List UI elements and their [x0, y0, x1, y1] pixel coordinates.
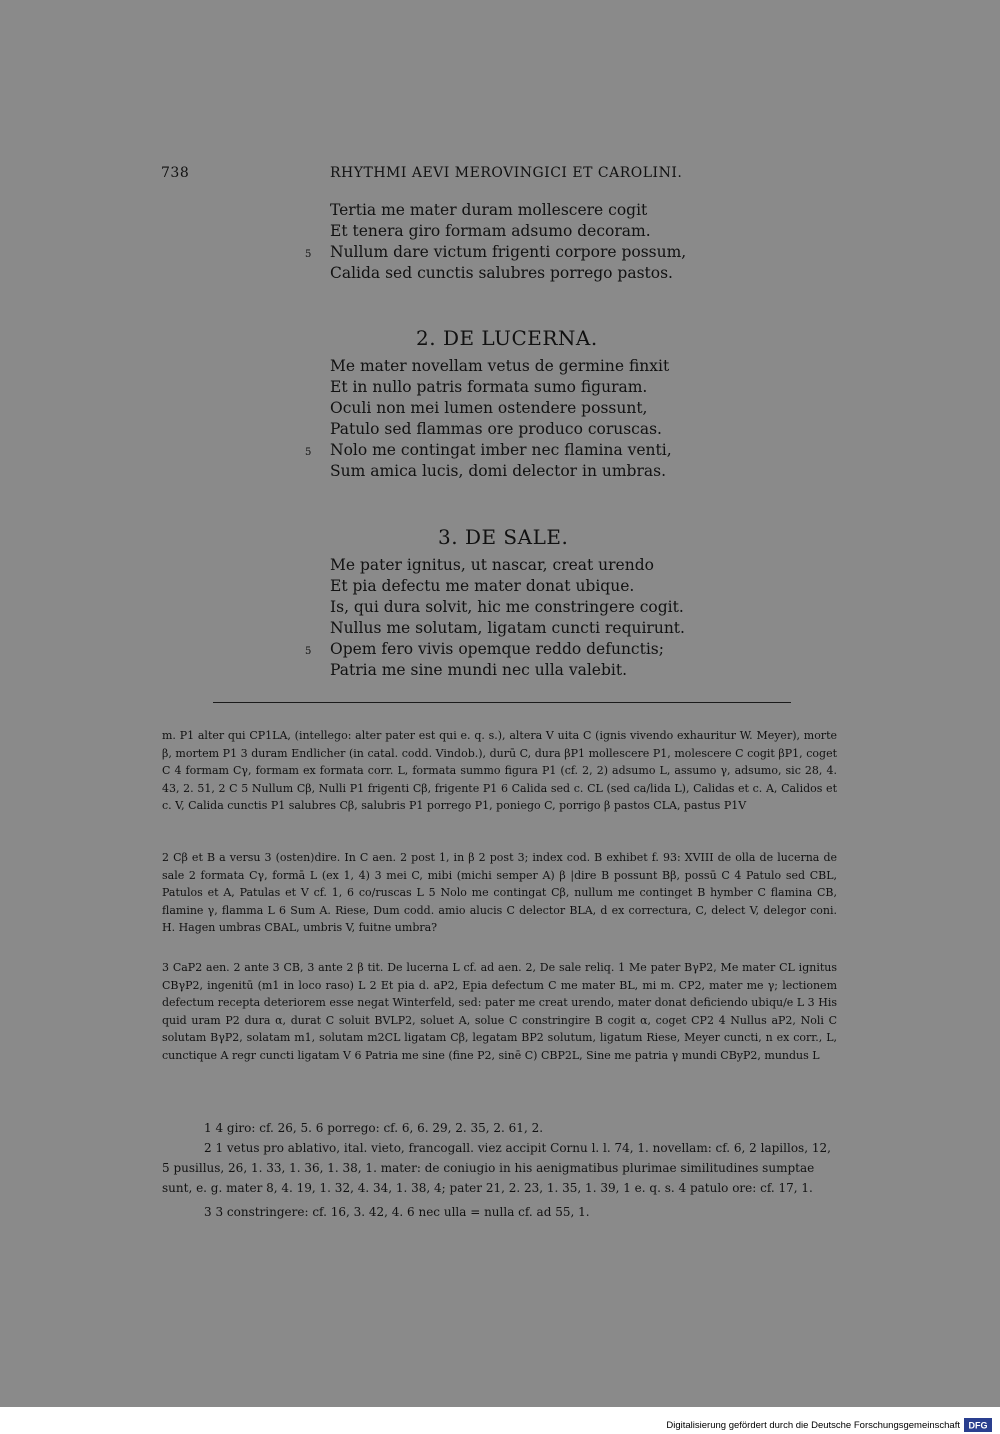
- verse-line: [330, 555, 685, 576]
- verse-line: [330, 221, 686, 242]
- commentary-notes: [162, 1118, 837, 1222]
- verse-line: [330, 461, 672, 482]
- verse-text: Tertia me mater duram mollescere cogit: [330, 201, 648, 219]
- section-heading-lucerna: 2. DE LUCERNA.: [416, 326, 598, 350]
- line-number: 5: [305, 646, 312, 657]
- section-heading-sale: 3. DE SALE.: [438, 525, 569, 549]
- verse-line: [305, 440, 672, 461]
- verse-line: [330, 398, 672, 419]
- verse-line: [330, 356, 672, 377]
- apparatus-paragraph: m. P1 alter qui CP1LA, (intellego: alter pater est qui e. q. s.), altera V uita C (ignis vivendo exhauritur W. Meyer), morte β, mortem P1 3 duram Endlicher (in catal. codd. Vindob.), durū C, dura βP1 mollescere P1, molescere C cogit βP1, coget C 4 formam Cγ, formam ex formata corr. L, formata summo figura P1 (cf. 2, 2) adsumo L, assumo γ, adsumo, sic 28, 4. 43, 2. 51, 2 C 5 Nullum Cβ, Nulli P1 frigenti Cβ, frigente P1 6 Calida sed c. CL (sed ca/lida L), Calidas et c. A, Calidos et c. V, Calida cunctis P1 salubres Cβ, salubris P1 porrego P1, poniego C, porrigo β pastos CLA, pastus P1V: [162, 729, 837, 813]
- commentary-note: 1 4 giro: cf. 26, 5. 6 porrego: cf. 6, 6. 29, 2. 35, 2. 61, 2.: [204, 1121, 544, 1135]
- line-number: 5: [305, 447, 312, 458]
- verse-line: [330, 419, 672, 440]
- dfg-logo-text: DFG: [968, 1420, 988, 1431]
- poem-2-lines: [305, 356, 672, 482]
- verse-text: Opem fero vivis opemque reddo defunctis;: [330, 640, 664, 658]
- critical-apparatus-poem-2: [162, 849, 837, 937]
- apparatus-paragraph: 3 CaP2 aen. 2 ante 3 CB, 3 ante 2 β tit. De lucerna L cf. ad aen. 2, De sale reliq. 1 Me pater BγP2, Me mater CL ignitus CBγP2, ingenitū (m1 in loco raso) L 2 Et pia d. aP2, Epia defectum C me mater BL, mi m. CP2, mater me γ; lectionem defectum recepta deteriorem esse negat Winterfeld, sed: pater me creat urendo, mater donat deficiendo ubiqu/e L 3 His quid uram P2 dura α, durat C soluit BVLP2, soluet A, solue C constringire B cogit α, coget CP2 4 Nullus aP2, Noli C solutam BγP2, solatam m1, solutam m2CL ligatam Cβ, legatam BP2 solutum, ligatum Riese, Meyer cuncti, n ex corr., L, cunctique A regr cuncti ligatam V 6 Patria me sine (fine P2, sinē C) CBP2L, Sine me patria γ mundi CByP2, mundus L: [162, 961, 837, 1062]
- verse-line: [330, 660, 685, 681]
- verse-text: Patria me sine mundi nec ulla valebit.: [330, 661, 627, 679]
- verse-text: Sum amica lucis, domi delector in umbras.: [330, 462, 666, 480]
- verse-text: Et pia defectu me mater donat ubique.: [330, 577, 635, 595]
- verse-text: Et tenera giro formam adsumo decoram.: [330, 222, 651, 240]
- verse-text: Nullus me solutam, ligatam cuncti requirunt.: [330, 619, 685, 637]
- verse-text: Is, qui dura solvit, hic me constringere cogit.: [330, 598, 684, 616]
- commentary-note: 2 1 vetus pro ablativo, ital. vieto, francogall. viez accipit Cornu l. l. 74, 1. novellam: cf. 6, 2 lapillos, 12, 5 pusillus, 26, 1. 33, 1. 36, 1. 38, 1. mater: de coniugio in his aenigmatibus plurimae similitudines sumptae sunt, e. g. mater 8, 4. 19, 1. 32, 4. 34, 1. 38, 4; pater 21, 2. 23, 1. 35, 1. 39, 1 e. q. s. 4 patulo ore: cf. 17, 1.: [162, 1141, 831, 1195]
- critical-apparatus-poem-1: [162, 727, 837, 815]
- page-number: 738: [161, 165, 190, 181]
- dfg-logo-icon: [964, 1418, 992, 1432]
- footnote-divider: [213, 702, 791, 703]
- verse-text: Nolo me contingat imber nec flamina venti,: [330, 441, 672, 459]
- verse-line: [305, 639, 685, 660]
- critical-apparatus-poem-3: [162, 959, 837, 1065]
- verse-text: Et in nullo patris formata sumo figuram.: [330, 378, 648, 396]
- verse-line: [330, 377, 672, 398]
- verse-line: [305, 242, 687, 263]
- verse-line: [330, 597, 685, 618]
- commentary-note: 3 3 constringere: cf. 16, 3. 42, 4. 6 nec ulla = nulla cf. ad 55, 1.: [204, 1205, 590, 1219]
- apparatus-paragraph: 2 Cβ et B a versu 3 (osten)dire. In C aen. 2 post 1, in β 2 post 3; index cod. B exhibet f. 93: XVIII de olla de lucerna de sale 2 formata Cγ, formā L (ex 1, 4) 3 mei C, mibi (michi semper A) β |dire B possunt Bβ, possū C 4 Patulo sed CBL, Patulos et A, Patulas et V cf. 1, 6 co/ruscas L 5 Nolo me contingat Cβ, nullum me continget B hymber C flamina CB, flamine γ, flamma L 6 Sum A. Riese, Dum codd. amio alucis C delector BLA, d ex correctura, C, delect V, delegor coni. H. Hagen umbras CBAL, umbris V, fuitne umbra?: [162, 851, 837, 935]
- poem-3-lines: [305, 555, 685, 681]
- footer-bar: [0, 1407, 1000, 1434]
- verse-text: Nullum dare victum frigenti corpore possum,: [330, 243, 687, 261]
- funding-credit: Digitalisierung gefördert durch die Deutsche Forschungsgemeinschaft: [666, 1420, 960, 1431]
- verse-text: Calida sed cunctis salubres porrego pastos.: [330, 264, 673, 282]
- verse-line: [330, 263, 686, 284]
- verse-line: [330, 576, 685, 597]
- line-number: 5: [305, 249, 312, 260]
- verse-text: Patulo sed flammas ore produco coruscas.: [330, 420, 662, 438]
- running-head: RHYTHMI AEVI MEROVINGICI ET CAROLINI.: [330, 165, 683, 181]
- verse-line: [330, 618, 685, 639]
- verse-line: [330, 200, 686, 221]
- poem-1-lines: [305, 200, 687, 284]
- verse-text: Me pater ignitus, ut nascar, creat urendo: [330, 556, 654, 574]
- verse-text: Oculi non mei lumen ostendere possunt,: [330, 399, 648, 417]
- verse-text: Me mater novellam vetus de germine finxit: [330, 357, 670, 375]
